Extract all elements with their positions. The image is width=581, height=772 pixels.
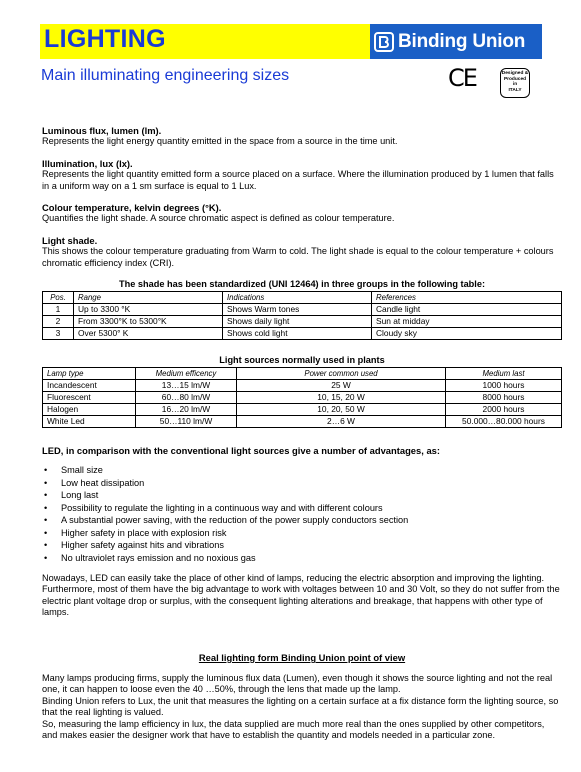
section-text: This shows the colour temperature graduating from Warm to cold. The light shade is equal to the colour temperature + colours chromatic efficiency index (CRI). — [42, 246, 554, 268]
stamp-line: in — [512, 82, 518, 88]
table-row — [43, 380, 562, 392]
column-header: Pos. — [43, 292, 74, 304]
list-item: • A substantial power saving, with the reduction of the power supply conductors section — [42, 514, 562, 527]
led-paragraphs — [42, 573, 562, 619]
stamp-line: Produced — [503, 76, 527, 82]
table-cell: 50…110 lm/W — [136, 416, 237, 428]
table-cell: 13…15 lm/W — [136, 380, 237, 392]
advantages-list — [42, 464, 562, 564]
table-cell: Shows cold light — [223, 328, 372, 340]
table-cell: Up to 3300 °K — [74, 304, 223, 316]
brand-name: Binding Union — [398, 30, 526, 52]
brand-logo — [370, 24, 542, 59]
section-colour-temperature — [42, 202, 562, 225]
column-header: Medium efficency — [136, 368, 237, 380]
list-item: • Possibility to regulate the lighting in a continuous way and with different colours — [42, 502, 562, 515]
table-cell: 3 — [43, 328, 74, 340]
real-lighting-paragraphs — [42, 673, 562, 741]
table-cell: Fluorescent — [43, 392, 136, 404]
paragraph: Binding Union refers to Lux, the unit that measures the lighting on a certain surface at a fix distance form the lighting source, so that the real lighting is valued. — [42, 695, 559, 718]
list-item: • Long last — [42, 489, 562, 502]
real-lighting-title: Real lighting form Binding Union point of view — [198, 652, 406, 663]
paragraph: Nowadays, LED can easily take the place of other kind of lamps, reducing the electric absorption and improving the lighting. — [42, 573, 545, 583]
ce-mark-icon: CE — [448, 64, 476, 92]
page-subtitle: Main illuminating engineering sizes — [41, 67, 290, 84]
table-cell: Shows Warm tones — [223, 304, 372, 316]
table-cell: 16…20 lm/W — [136, 404, 237, 416]
column-header: References — [372, 292, 562, 304]
section-text: Represents the light quantity emitted form a source placed on a surface. Where the illumination produced by 1 lumen that falls in a uniform way on a 1 sm surface is equal to 1 Lux. — [42, 169, 554, 191]
table-cell: 25 W — [237, 380, 446, 392]
table-cell: 1 — [43, 304, 74, 316]
table-row — [43, 316, 562, 328]
section-light-shade — [42, 235, 562, 269]
table-cell: 10, 15, 20 W — [237, 392, 446, 404]
table-cell: Sun at midday — [372, 316, 562, 328]
table-cell: 2000 hours — [446, 404, 562, 416]
section-illumination — [42, 158, 562, 192]
table-cell: Cloudy sky — [372, 328, 562, 340]
list-item: • Small size — [42, 464, 562, 477]
table-cell: 60…80 lm/W — [136, 392, 237, 404]
table-row — [43, 304, 562, 316]
list-item: • Low heat dissipation — [42, 477, 562, 490]
table-cell: White Led — [43, 416, 136, 428]
section-title: Colour temperature, kelvin degrees (°K). — [42, 202, 222, 213]
table-cell: Over 5300° K — [74, 328, 223, 340]
table-row — [43, 416, 562, 428]
made-in-italy-stamp — [500, 68, 530, 98]
section-text: Represents the light energy quantity emitted in the space from a source in the time unit. — [42, 136, 398, 147]
binding-union-logo-icon — [374, 32, 394, 52]
table-cell: 1000 hours — [446, 380, 562, 392]
paragraph: Furthermore, most of them have the big advantage to work with voltages between 10 and 30 Volt, so they do not suffer from the electric plant voltage drop or surplus, with the consequent lighting alterations and breakage, that happens with other type of lamps. — [42, 584, 560, 618]
sources-table-caption: Light sources normally used in plants — [219, 355, 385, 365]
section-title: Luminous flux, lumen (lm). — [42, 125, 162, 136]
column-header: Range — [74, 292, 223, 304]
table-header-row — [43, 368, 562, 380]
shade-table — [42, 291, 562, 340]
table-cell: Candle light — [372, 304, 562, 316]
paragraph: Many lamps producing firms, supply the luminous flux data (Lumen), even though it shows the source lighting and not the real one, it can happen to loose even the 40 …50%, through the lens that made up the lamp. — [42, 673, 553, 695]
table-cell: 50.000…80.000 hours — [446, 416, 562, 428]
table-cell: 2…6 W — [237, 416, 446, 428]
sources-table — [42, 367, 562, 428]
table-cell: Halogen — [43, 404, 136, 416]
column-header: Medium last — [446, 368, 562, 380]
page-title: LIGHTING — [44, 25, 166, 53]
shade-table-caption: The shade has been standardized (UNI 12464) in three groups in the following table: — [118, 279, 486, 289]
stamp-line: Designed & — [501, 71, 529, 76]
section-text: Quantifies the light shade. A source chromatic aspect is defined as colour temperature. — [42, 213, 395, 224]
stamp-line: ITALY — [508, 87, 522, 93]
section-luminous-flux — [42, 125, 562, 148]
list-item: • Higher safety in place with explosion risk — [42, 527, 562, 540]
table-cell: Incandescent — [43, 380, 136, 392]
column-header: Power common used — [237, 368, 446, 380]
list-item: • No ultraviolet rays emission and no noxious gas — [42, 552, 562, 565]
table-cell: 10, 20, 50 W — [237, 404, 446, 416]
table-cell: From 3300°K to 5300°K — [74, 316, 223, 328]
table-row — [43, 392, 562, 404]
column-header: Lamp type — [43, 368, 136, 380]
led-intro: LED, in comparison with the conventional light sources give a number of advantages, as: — [42, 445, 440, 456]
table-cell: 2 — [43, 316, 74, 328]
table-row — [43, 404, 562, 416]
table-cell: 8000 hours — [446, 392, 562, 404]
column-header: Indications — [223, 292, 372, 304]
table-header-row — [43, 292, 562, 304]
paragraph: So, measuring the lamp efficiency in lux, the data supplied are much more real than the ones supplied by other competitors, and makes easier the designer work that have to establish the quantity and models needed in a particular zone. — [42, 718, 545, 741]
table-cell: Shows daily light — [223, 316, 372, 328]
list-item: • Higher safety against hits and vibrations — [42, 539, 562, 552]
section-title: Illumination, lux (lx). — [42, 158, 133, 169]
section-title: Light shade. — [42, 235, 98, 246]
table-row — [43, 328, 562, 340]
